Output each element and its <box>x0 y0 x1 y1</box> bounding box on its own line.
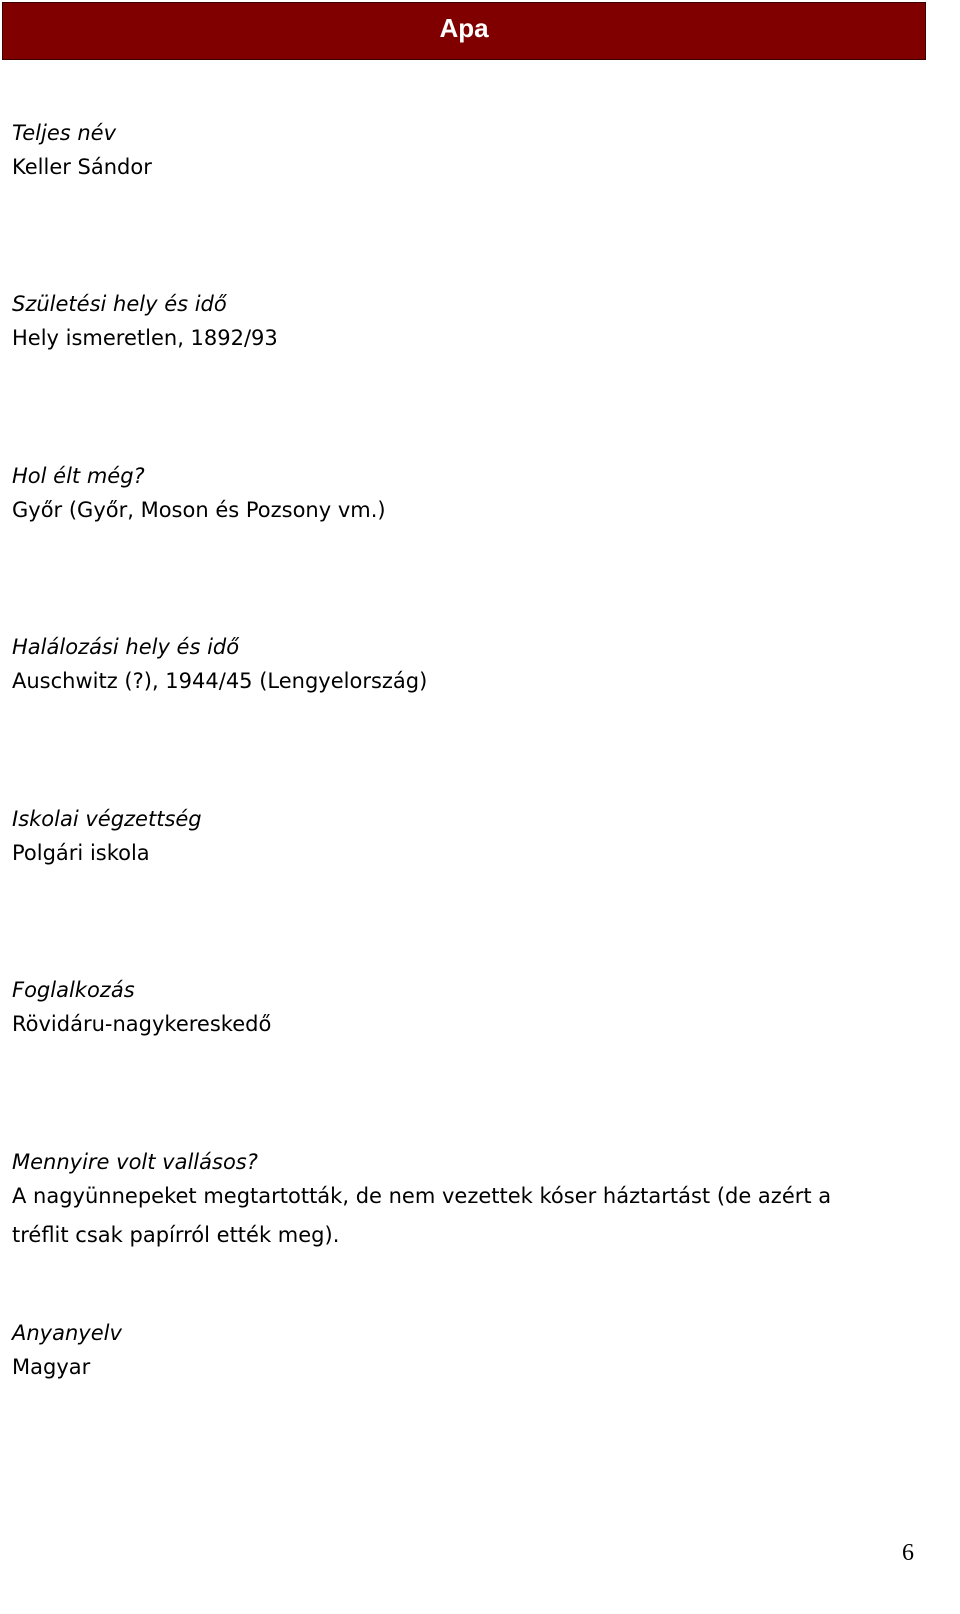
field-death-place-date <box>12 634 912 701</box>
field-label: Iskolai végzettség <box>12 807 202 831</box>
field-birth-place-date <box>12 291 912 358</box>
section-title: Apa <box>439 12 489 43</box>
field-label: Anyanyelv <box>12 1321 122 1345</box>
field-value: Keller Sándor <box>12 155 152 179</box>
field-mother-tongue <box>12 1320 912 1387</box>
field-label: Teljes név <box>12 121 117 145</box>
field-value: Polgári iskola <box>12 841 150 865</box>
field-label: Halálozási hely és idő <box>12 635 240 659</box>
field-value: Hely ismeretlen, 1892/93 <box>12 326 278 350</box>
field-value: Rövidáru-nagykereskedő <box>12 1012 272 1036</box>
field-label: Mennyire volt vallásos? <box>12 1150 258 1174</box>
field-value: Győr (Győr, Moson és Pozsony vm.) <box>12 498 386 522</box>
field-value: Auschwitz (?), 1944/45 (Lengyelország) <box>12 669 428 693</box>
field-occupation <box>12 977 912 1044</box>
page-number: 6 <box>902 1540 914 1566</box>
field-label: Hol élt még? <box>12 464 145 488</box>
field-label: Születési hely és idő <box>12 292 227 316</box>
field-value: Magyar <box>12 1355 91 1379</box>
field-other-residences <box>12 463 912 530</box>
field-religiousness <box>12 1149 892 1255</box>
field-value: A nagyünnepeket megtartották, de nem vezettek kóser háztartást (de azért a tréflit csak papírról ették meg). <box>12 1184 832 1247</box>
field-full-name <box>12 120 912 187</box>
field-label: Foglalkozás <box>12 978 135 1002</box>
field-education <box>12 806 912 873</box>
section-header <box>2 2 926 60</box>
